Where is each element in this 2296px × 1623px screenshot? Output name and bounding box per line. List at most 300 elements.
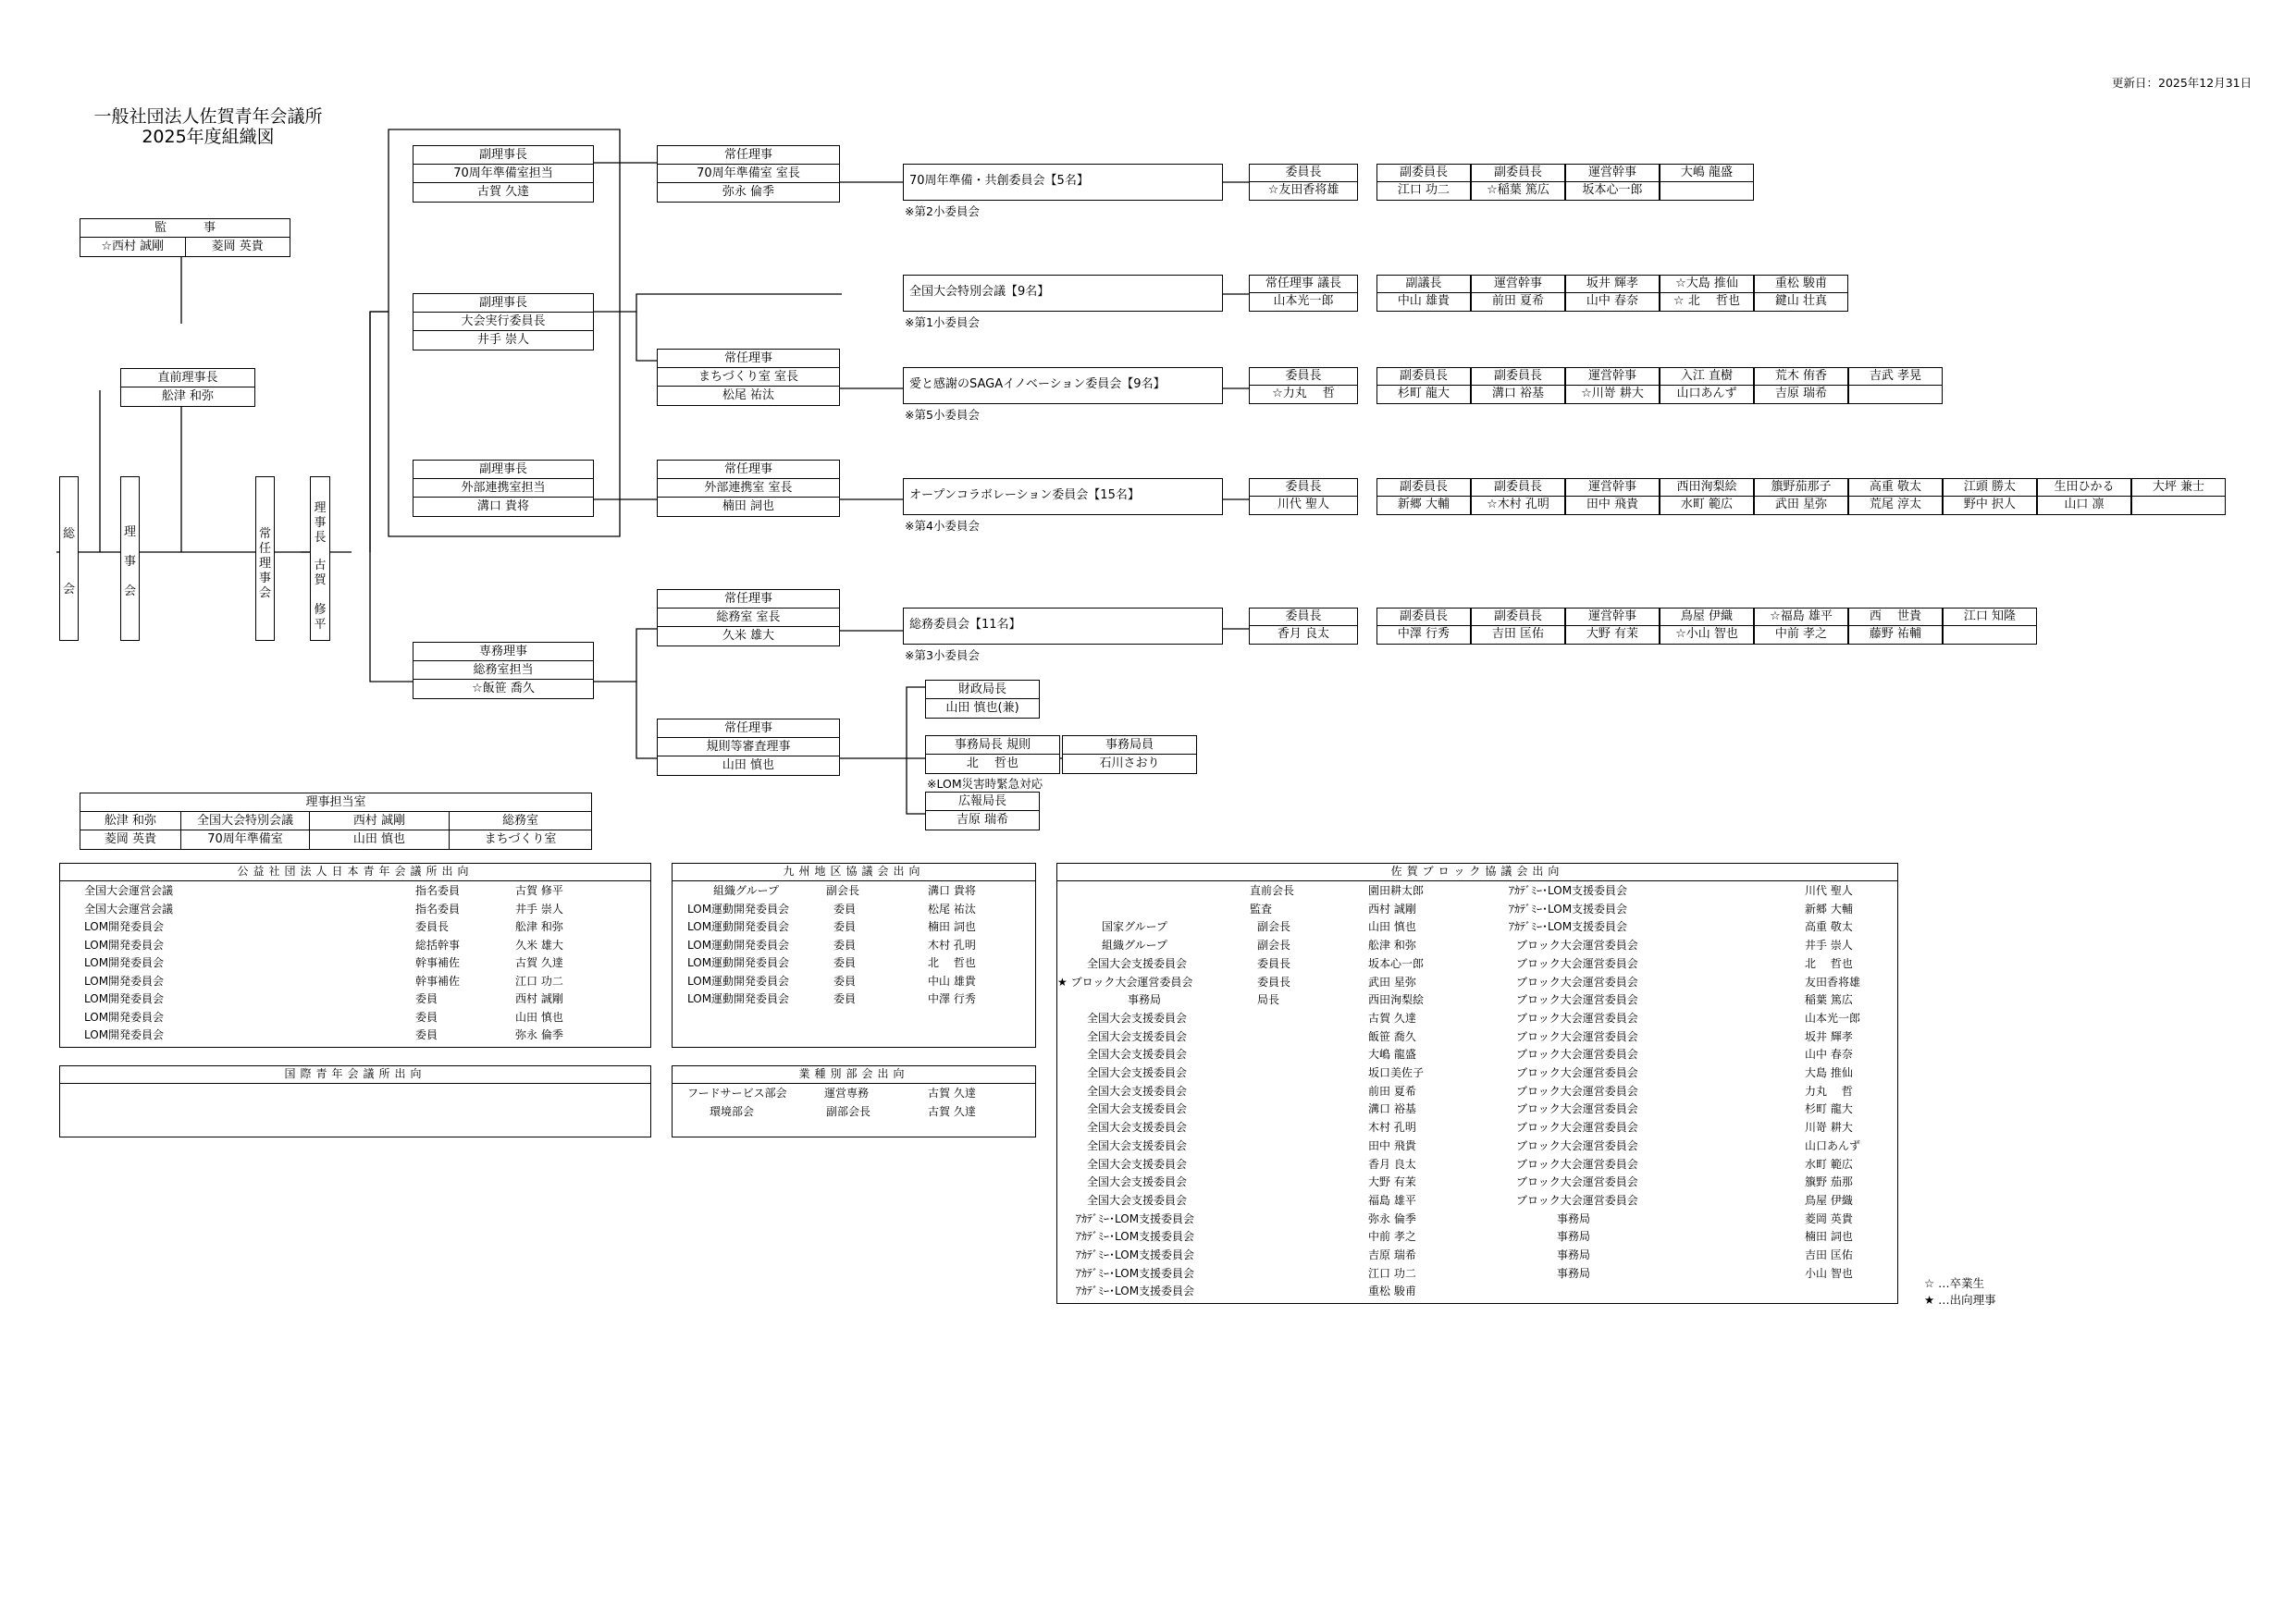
president-name-char: 賀 <box>314 573 327 587</box>
saga-left-name: 江口 功二 <box>1368 1266 1416 1280</box>
committee-member-role: 運営幹事 <box>1471 275 1565 293</box>
saga-right-org: ブロック大会運営委員会 <box>1516 956 1638 970</box>
standing-board-box <box>255 476 275 641</box>
committee-member-name: 中山 雄貴 <box>1376 292 1471 312</box>
sd-name: 松尾 祐汰 <box>722 388 775 402</box>
committee-lead-title: 委員長 <box>1249 608 1358 626</box>
org-title <box>74 106 342 147</box>
standing-char: 理 <box>258 557 271 571</box>
saga-right-name: 友田香将雄 <box>1805 975 1861 989</box>
president-name-char: 古 <box>314 559 327 572</box>
committee-member-role: 荒木 侑香 <box>1754 367 1848 386</box>
saga-left-name: 武田 星弥 <box>1368 975 1416 989</box>
prev-chairman-box <box>120 368 255 407</box>
saga-right-org: 事務局 <box>1557 1248 1591 1261</box>
office-title: 事務局長 規則 <box>926 736 1059 755</box>
board-room-row <box>80 812 591 830</box>
vp-title: 副理事長 <box>414 461 593 479</box>
board-room-cell: 菱岡 英貴 <box>80 830 181 849</box>
saga-left-name: 香月 良太 <box>1368 1157 1416 1171</box>
president-box <box>310 476 330 641</box>
saga-right-name: 楠田 詞也 <box>1805 1230 1853 1244</box>
saga-left-name: 重松 駿甫 <box>1368 1285 1416 1298</box>
saga-left-name: 前田 夏希 <box>1368 1084 1416 1098</box>
pr-title: 広報局長 <box>926 793 1039 811</box>
committee-member-role: 副委員長 <box>1471 367 1565 386</box>
committee-note: ※第5小委員会 <box>905 408 980 422</box>
jc-row-org: 全国大会運営会議 <box>84 884 174 897</box>
committee-lead-title: 委員長 <box>1249 367 1358 386</box>
committee-member-role: 副委員長 <box>1376 367 1471 386</box>
committee-member-name: 鍵山 壮真 <box>1754 292 1848 312</box>
kyushu-title: 九州地区協議会出向 <box>673 864 1035 881</box>
saga-left-org: ｱｶﾃﾞﾐｰ･LOM支援委員会 <box>1076 1230 1195 1244</box>
committee-member-role: 大嶋 龍盛 <box>1660 164 1754 182</box>
saga-left-role: 副会長 <box>1257 939 1291 953</box>
auditor-names <box>80 238 290 256</box>
kyushu-row-name: 松尾 祐汰 <box>928 902 976 916</box>
saga-left-name: 福島 雄平 <box>1368 1193 1416 1207</box>
finance-box <box>925 680 1040 719</box>
office-staff-box <box>1062 735 1197 774</box>
prev-chairman-name: 舩津 和弥 <box>161 389 215 403</box>
committee-member-name: 坂本心一郎 <box>1565 181 1660 201</box>
jc-row-org: LOM開発委員会 <box>84 938 165 952</box>
saga-left-role: 直前会長 <box>1250 884 1295 897</box>
sd-name: 山田 慎也 <box>722 758 775 772</box>
saga-left-name: 木村 孔明 <box>1368 1121 1416 1135</box>
committee-member-role: 江口 知隆 <box>1943 608 2037 626</box>
board-room-cell: 山田 慎也 <box>310 830 450 849</box>
kyushu-row-org: LOM運動開発委員会 <box>687 974 790 988</box>
saga-right-org: ブロック大会運営委員会 <box>1516 939 1638 953</box>
standing-char: 事 <box>258 572 271 585</box>
committee-lead-name: 山本光一郎 <box>1249 292 1358 312</box>
saga-left-org: ｱｶﾃﾞﾐｰ･LOM支援委員会 <box>1076 1248 1195 1261</box>
saga-right-name: 川代 聖人 <box>1805 884 1853 897</box>
saga-left-name: 大嶋 龍盛 <box>1368 1048 1416 1062</box>
saga-left-role: 委員長 <box>1257 956 1291 970</box>
committee-member-name: ☆稲葉 篤広 <box>1471 181 1565 201</box>
board-char: 会 <box>123 584 136 598</box>
saga-right-name: 坂井 輝孝 <box>1805 1029 1853 1043</box>
legend-seconded: ★ …出向理事 <box>1924 1293 1996 1307</box>
kyushu-row-role: 委員 <box>833 938 857 952</box>
committee-note: ※第3小委員会 <box>905 648 980 662</box>
kyushu-row-name: 楠田 詞也 <box>928 920 976 933</box>
committee-lead-title: 委員長 <box>1249 164 1358 182</box>
committee-member-role: ☆福島 雄平 <box>1754 608 1848 626</box>
board-char: 事 <box>123 555 136 569</box>
saga-right-org: ブロック大会運営委員会 <box>1516 1048 1638 1062</box>
board-room-cell: 全国大会特別会議 <box>181 812 310 830</box>
board-meeting-box <box>120 476 140 641</box>
committee-member-name <box>2131 496 2226 515</box>
kyushu-row-role: 委員 <box>833 956 857 969</box>
committee-name: 総務委員会【11名】 <box>903 608 1223 645</box>
industry-row-role: 副部会長 <box>826 1104 871 1118</box>
vp-role: 70周年準備室担当 <box>414 165 593 183</box>
saga-right-name: 井手 崇人 <box>1805 939 1853 953</box>
standing-director-box <box>657 460 840 517</box>
committee-member-role: 鳥屋 伊織 <box>1660 608 1754 626</box>
org-title-line1: 一般社団法人佐賀青年会議所 <box>93 106 323 127</box>
auditor-name: 菱岡 英貴 <box>211 240 264 253</box>
saga-right-org: ｱｶﾃﾞﾐｰ･LOM支援委員会 <box>1509 920 1628 934</box>
saga-left-name: 舩津 和弥 <box>1368 939 1416 953</box>
saga-right-org: ｱｶﾃﾞﾐｰ･LOM支援委員会 <box>1509 902 1628 916</box>
exec-role: 総務室担当 <box>414 661 593 680</box>
saga-left-name: 西村 誠剛 <box>1368 902 1416 916</box>
kyushu-row-role: 委員 <box>833 902 857 916</box>
committee-member-name: 江口 功二 <box>1376 181 1471 201</box>
vp-title: 副理事長 <box>414 146 593 165</box>
standing-char: 常 <box>258 527 271 541</box>
saga-right-name: 杉町 龍大 <box>1805 1102 1853 1116</box>
committee-member-role: 運営幹事 <box>1565 367 1660 386</box>
saga-right-name: 水町 範広 <box>1805 1157 1853 1171</box>
committee-lead-name: ☆力丸 哲 <box>1249 385 1358 404</box>
jc-row-name: 山田 慎也 <box>515 1010 563 1024</box>
update-date: 更新日：2025年12月31日 <box>2112 76 2253 90</box>
saga-right-name: 新郷 大輔 <box>1805 902 1853 916</box>
jc-row-role: 指名委員 <box>415 884 461 897</box>
president-char: 理 <box>314 501 327 515</box>
vp-role: 外部連携室担当 <box>414 479 593 498</box>
jc-row-role: 委員 <box>415 992 438 1005</box>
kyushu-row-role: 委員 <box>833 920 857 933</box>
kyushu-row-org: LOM運動開発委員会 <box>687 992 790 1005</box>
jc-row-org: LOM開発委員会 <box>84 992 165 1005</box>
committee-member-role: ☆大島 推仙 <box>1660 275 1754 293</box>
saga-left-org: 事務局 <box>1128 993 1162 1007</box>
jc-row-name: 古賀 修平 <box>515 884 563 897</box>
sd-role: 規則等審査理事 <box>658 738 839 756</box>
legend-graduate: ☆ …卒業生 <box>1924 1276 1985 1290</box>
board-room-row <box>80 830 591 849</box>
sd-role: 外部連携室 室長 <box>658 479 839 498</box>
saga-right-name: 鳥屋 伊織 <box>1805 1193 1853 1207</box>
committee-member-role: 運営幹事 <box>1565 608 1660 626</box>
committee-member-name: 山中 春奈 <box>1565 292 1660 312</box>
committee-member-name: ☆木村 孔明 <box>1471 496 1565 515</box>
saga-right-org: ブロック大会運営委員会 <box>1516 1102 1638 1116</box>
industry-row-org: 環境部会 <box>710 1104 755 1118</box>
vice-president-box <box>413 293 594 350</box>
kyushu-secondment-panel <box>672 863 1036 1048</box>
kyushu-row-role: 委員 <box>833 974 857 988</box>
kyushu-row-org: LOM運動開発委員会 <box>687 956 790 969</box>
saga-left-org: 全国大会支援委員会 <box>1087 1102 1188 1116</box>
committee-member-name: 藤野 祐輔 <box>1848 625 1943 645</box>
saga-right-org: ブロック大会運営委員会 <box>1516 1011 1638 1025</box>
saga-left-org: 全国大会支援委員会 <box>1087 1175 1188 1189</box>
kyushu-row-org: LOM運動開発委員会 <box>687 902 790 916</box>
president-char: 長 <box>314 531 327 545</box>
president-name-char: 修 <box>314 603 327 617</box>
intl-secondment-panel <box>59 1065 651 1137</box>
saga-right-org: ブロック大会運営委員会 <box>1516 1121 1638 1135</box>
committee-member-name <box>1943 625 2037 645</box>
saga-left-name: 山田 慎也 <box>1368 920 1416 934</box>
committee-member-name: 前田 夏希 <box>1471 292 1565 312</box>
board-room-cell: まちづくり室 <box>484 832 557 846</box>
sd-title: 常任理事 <box>658 350 839 368</box>
saga-right-name: 高重 敬太 <box>1805 920 1853 934</box>
saga-title: 佐賀ブロック協議会出向 <box>1057 864 1897 881</box>
jc-row-role: 総括幹事 <box>415 938 461 952</box>
saga-left-org: 組織グループ <box>1102 939 1168 953</box>
jc-row-role: 幹事補佐 <box>415 956 461 969</box>
committee-member-name: ☆川嵜 耕大 <box>1565 385 1660 404</box>
sd-title: 常任理事 <box>658 146 839 165</box>
jc-secondment-panel <box>59 863 651 1048</box>
kyushu-row-name: 北 哲也 <box>928 956 976 969</box>
committee-member-role: 副委員長 <box>1376 164 1471 182</box>
committee-name: 全国大会特別会議【9名】 <box>903 275 1223 312</box>
committee-member-name: 野中 択人 <box>1943 496 2037 515</box>
jc-row-name: 西村 誠剛 <box>515 992 563 1005</box>
jc-row-role: 幹事補佐 <box>415 974 461 988</box>
saga-right-org: 事務局 <box>1557 1230 1591 1244</box>
saga-left-org: ｱｶﾃﾞﾐｰ･LOM支援委員会 <box>1076 1266 1195 1280</box>
sd-name: 楠田 詞也 <box>722 499 775 513</box>
saga-right-name: 山中 春奈 <box>1805 1048 1853 1062</box>
committee-member-role: 高重 敬太 <box>1848 478 1943 497</box>
committee-member-role: 籏野茄那子 <box>1754 478 1848 497</box>
committee-member-name: 新郷 大輔 <box>1376 496 1471 515</box>
pr-box <box>925 792 1040 830</box>
committee-member-name: 田中 飛貴 <box>1565 496 1660 515</box>
sd-title: 常任理事 <box>658 719 839 738</box>
board-room-cell: 西村 誠剛 <box>310 812 450 830</box>
auditor-box <box>80 218 290 257</box>
saga-left-name: 溝口 裕基 <box>1368 1102 1416 1116</box>
committee-member-name <box>1660 181 1754 201</box>
sd-title: 常任理事 <box>658 461 839 479</box>
org-title-line2: 2025年度組織図 <box>142 127 275 147</box>
committee-member-role: 副委員長 <box>1471 478 1565 497</box>
committee-member-role: 吉武 孝晃 <box>1848 367 1943 386</box>
saga-left-org: ｱｶﾃﾞﾐｰ･LOM支援委員会 <box>1076 1211 1195 1225</box>
executive-director-box <box>413 642 594 699</box>
vice-president-box <box>413 145 594 203</box>
committee-name: オープンコラボレーション委員会【15名】 <box>903 478 1223 515</box>
committee-member-name: 溝口 裕基 <box>1471 385 1565 404</box>
board-char: 理 <box>123 525 136 539</box>
committee-lead-title: 委員長 <box>1249 478 1358 497</box>
committee-lead-title: 常任理事 議長 <box>1249 275 1358 293</box>
saga-left-name: 飯笹 喬久 <box>1368 1029 1416 1043</box>
saga-right-name: 力丸 哲 <box>1805 1084 1853 1098</box>
saga-left-name: 坂本心一郎 <box>1368 956 1425 970</box>
industry-row-name: 古賀 久達 <box>928 1087 976 1100</box>
assembly-char: 総 <box>62 527 75 541</box>
committee-member-name: 水町 範広 <box>1660 496 1754 515</box>
committee-member-role: 生田ひかる <box>2037 478 2131 497</box>
committee-member-role: 西 世貴 <box>1848 608 1943 626</box>
saga-left-org: 全国大会支援委員会 <box>1087 1084 1188 1098</box>
saga-right-org: ｱｶﾃﾞﾐｰ･LOM支援委員会 <box>1509 884 1628 897</box>
saga-left-role: 副会長 <box>1257 920 1291 934</box>
saga-block-secondment-panel <box>1056 863 1898 1304</box>
committee-member-role: 副議長 <box>1376 275 1471 293</box>
committee-member-name: 大野 有茉 <box>1565 625 1660 645</box>
saga-left-name: 西田洵梨絵 <box>1368 993 1425 1007</box>
saga-right-name: 吉田 匡佑 <box>1805 1248 1853 1261</box>
industry-row-org: フードサービス部会 <box>687 1087 787 1100</box>
committee-member-role: 副委員長 <box>1471 608 1565 626</box>
vp-name: 溝口 貴将 <box>476 499 530 513</box>
vice-president-box <box>413 460 594 517</box>
committee-member-name <box>1848 385 1943 404</box>
saga-left-org: 全国大会支援委員会 <box>1087 956 1188 970</box>
kyushu-row-name: 溝口 貴将 <box>928 884 976 897</box>
jc-row-org: LOM開発委員会 <box>84 920 165 933</box>
committee-name: 愛と感謝のSAGAイノベーション委員会【9名】 <box>903 367 1223 404</box>
kyushu-row-role: 副会長 <box>826 884 860 897</box>
committee-member-role: 江頭 勝太 <box>1943 478 2037 497</box>
saga-right-name: 川嵜 耕大 <box>1805 1121 1853 1135</box>
saga-right-name: 籏野 茄那 <box>1805 1175 1853 1189</box>
committee-member-name: 山口 凛 <box>2037 496 2131 515</box>
finance-title: 財政局長 <box>926 681 1039 699</box>
saga-right-name: 菱岡 英貴 <box>1805 1211 1853 1225</box>
saga-right-org: ブロック大会運営委員会 <box>1516 1029 1638 1043</box>
standing-director-box <box>657 589 840 646</box>
jc-row-role: 委員 <box>415 1010 438 1024</box>
committee-member-name: 吉原 瑞希 <box>1754 385 1848 404</box>
saga-right-org: ブロック大会運営委員会 <box>1516 1138 1638 1152</box>
saga-left-name: 園田耕太郎 <box>1368 884 1425 897</box>
prev-chairman-title: 直前理事長 <box>121 369 254 387</box>
saga-right-name: 北 哲也 <box>1805 956 1853 970</box>
board-room-table <box>80 793 592 850</box>
sd-title: 常任理事 <box>658 590 839 609</box>
standing-director-box <box>657 145 840 203</box>
sd-role: まちづくり室 室長 <box>658 368 839 387</box>
saga-right-name: 山本光一郎 <box>1805 1011 1861 1025</box>
industry-secondment-panel <box>672 1065 1036 1137</box>
saga-left-name: 中前 孝之 <box>1368 1230 1416 1244</box>
jc-row-role: 指名委員 <box>415 902 461 916</box>
jc-row-role: 委員長 <box>415 920 450 933</box>
saga-left-name: 大野 有茉 <box>1368 1175 1416 1189</box>
jc-row-org: 全国大会運営会議 <box>84 902 174 916</box>
kyushu-row-org: LOM運動開発委員会 <box>687 938 790 952</box>
standing-char: 任 <box>258 542 271 556</box>
saga-right-org: ブロック大会運営委員会 <box>1516 1175 1638 1189</box>
saga-left-role: 局長 <box>1257 993 1280 1007</box>
committee-member-role: 副委員長 <box>1376 608 1471 626</box>
saga-left-org: ｱｶﾃﾞﾐｰ･LOM支援委員会 <box>1076 1285 1195 1298</box>
jc-row-name: 古賀 久達 <box>515 956 563 969</box>
industry-row-name: 古賀 久達 <box>928 1104 976 1118</box>
sd-role: 総務室 室長 <box>658 609 839 627</box>
industry-row-role: 運営専務 <box>824 1087 870 1100</box>
saga-left-org: 全国大会支援委員会 <box>1087 1029 1188 1043</box>
committee-member-name: 荒尾 淳太 <box>1848 496 1943 515</box>
jc-row-org: LOM開発委員会 <box>84 956 165 969</box>
jc-row-name: 弥永 倫季 <box>515 1028 563 1041</box>
saga-left-org: 全国大会支援委員会 <box>1087 1066 1188 1079</box>
president-char: 事 <box>314 516 327 530</box>
committee-member-role: 西田洵梨絵 <box>1660 478 1754 497</box>
vp-role: 大会実行委員長 <box>414 313 593 331</box>
committee-member-name: 山口あんず <box>1660 385 1754 404</box>
committee-member-role: 副委員長 <box>1471 164 1565 182</box>
saga-left-org: 全国大会支援委員会 <box>1087 1048 1188 1062</box>
committee-note: ※第2小委員会 <box>905 204 980 218</box>
kyushu-row-name: 中澤 行秀 <box>928 992 976 1005</box>
saga-right-org: 事務局 <box>1557 1211 1591 1225</box>
office-staff-title: 事務局員 <box>1063 736 1196 755</box>
jc-row-name: 井手 崇人 <box>515 902 563 916</box>
sd-name: 久米 雄大 <box>722 629 775 643</box>
assembly-char: 会 <box>62 583 75 596</box>
sd-name: 弥永 倫季 <box>722 185 775 199</box>
board-room-title: 理事担当室 <box>80 793 591 812</box>
committee-member-role: 副委員長 <box>1376 478 1471 497</box>
saga-left-name: 坂口美佐子 <box>1368 1066 1425 1079</box>
office-name: 北 哲也 <box>966 756 1019 770</box>
jc-title: 公益社団法人日本青年会議所出向 <box>60 864 650 881</box>
jc-row-name: 舩津 和弥 <box>515 920 563 933</box>
jc-row-org: LOM開発委員会 <box>84 974 165 988</box>
saga-right-name: 小山 智也 <box>1805 1266 1853 1280</box>
jc-row-name: 江口 功二 <box>515 974 563 988</box>
jc-row-role: 委員 <box>415 1028 438 1041</box>
standing-director-box <box>657 719 840 776</box>
auditor-name: ☆西村 誠剛 <box>80 238 186 256</box>
saga-right-name: 山口あんず <box>1805 1138 1861 1152</box>
office-staff-name: 石川さおり <box>1099 756 1160 770</box>
committee-member-name: 中前 孝之 <box>1754 625 1848 645</box>
sd-role: 70周年準備室 室長 <box>658 165 839 183</box>
saga-right-name: 稲葉 篤広 <box>1805 993 1853 1007</box>
committee-member-role: 運営幹事 <box>1565 478 1660 497</box>
vp-title: 副理事長 <box>414 294 593 313</box>
committee-member-name: ☆ 北 哲也 <box>1660 292 1754 312</box>
board-room-cell: 総務室 <box>501 814 538 828</box>
saga-left-name: 田中 飛貴 <box>1368 1138 1416 1152</box>
kyushu-row-org: 組織グループ <box>713 884 780 897</box>
jc-row-org: LOM開発委員会 <box>84 1010 165 1024</box>
committee-member-name: 中澤 行秀 <box>1376 625 1471 645</box>
saga-left-name: 弥永 倫季 <box>1368 1211 1416 1225</box>
saga-right-org: ブロック大会運営委員会 <box>1516 1066 1638 1079</box>
committee-lead-name: ☆友田香将雄 <box>1249 181 1358 201</box>
saga-left-org: 全国大会支援委員会 <box>1087 1157 1188 1171</box>
kyushu-row-name: 中山 雄貴 <box>928 974 976 988</box>
committee-member-role: 重松 駿甫 <box>1754 275 1848 293</box>
office-head-box <box>925 735 1060 774</box>
board-room-cell: 70周年準備室 <box>181 830 310 849</box>
intl-title: 国際青年会議所出向 <box>60 1066 650 1084</box>
committee-note: ※第4小委員会 <box>905 519 980 533</box>
saga-left-org: ★ ブロック大会運営委員会 <box>1057 975 1193 989</box>
saga-left-name: 吉原 瑞希 <box>1368 1248 1416 1261</box>
standing-director-box <box>657 349 840 406</box>
committee-lead-name: 川代 聖人 <box>1249 496 1358 515</box>
kyushu-row-org: LOM運動開発委員会 <box>687 920 790 933</box>
auditor-title: 監事 <box>80 219 290 238</box>
saga-left-name: 古賀 久達 <box>1368 1011 1416 1025</box>
saga-right-org: ブロック大会運営委員会 <box>1516 1084 1638 1098</box>
pr-name: 吉原 瑞希 <box>956 813 1009 827</box>
saga-left-org: 全国大会支援委員会 <box>1087 1011 1188 1025</box>
committee-note: ※第1小委員会 <box>905 315 980 329</box>
